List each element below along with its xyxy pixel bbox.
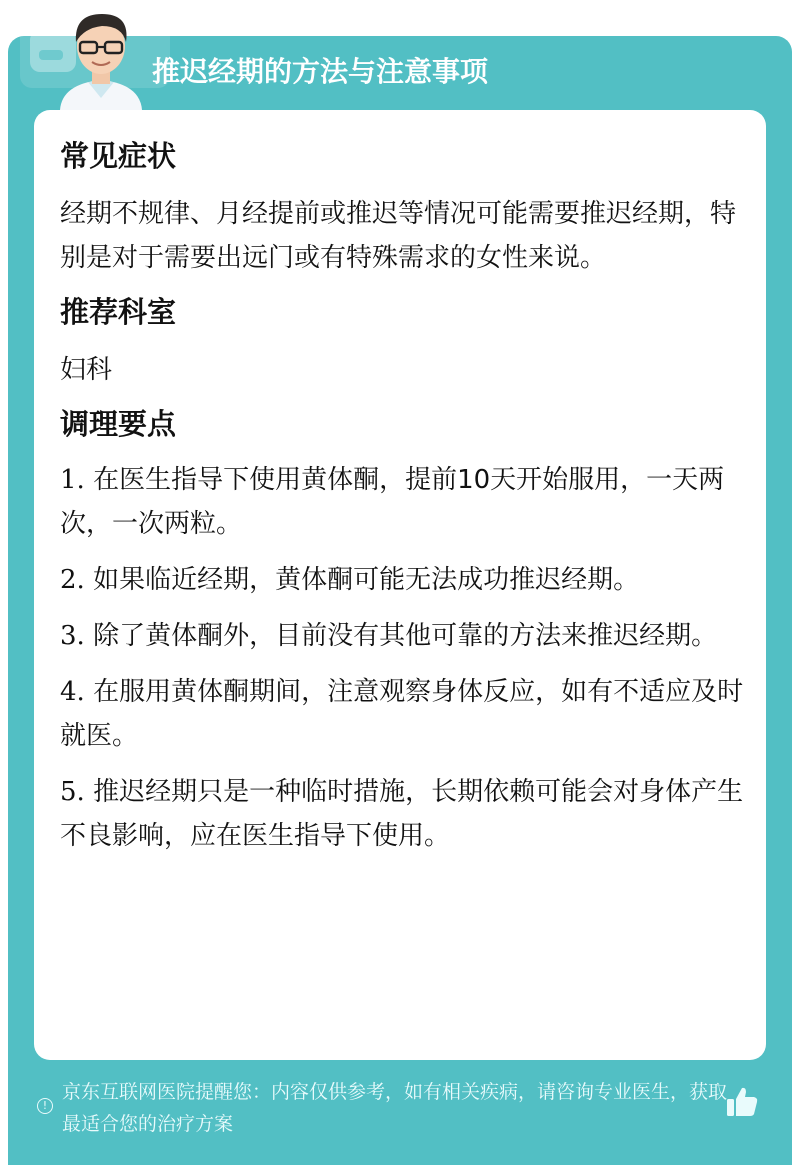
content-card	[34, 110, 766, 1060]
department-text: 妇科	[60, 355, 113, 385]
tip-item	[60, 670, 750, 758]
tip-number: 5.	[60, 777, 85, 807]
symptoms-text: 经期不规律、月经提前或推迟等情况可能需要推迟经期，特别是对于需要出远门或有特殊需求的女性来说。	[60, 199, 737, 273]
doctor-avatar-icon	[46, 6, 156, 110]
tip-item	[60, 558, 750, 602]
tip-number: 2.	[60, 565, 85, 595]
symptoms-heading: 常见症状	[60, 139, 177, 173]
tips-heading: 调理要点	[60, 407, 177, 441]
info-icon: !	[37, 1098, 53, 1114]
thumbs-up-icon[interactable]	[724, 1084, 760, 1120]
tip-item	[60, 458, 750, 546]
tip-number: 4.	[60, 677, 85, 707]
page-title: 推迟经期的方法与注意事项	[152, 55, 489, 88]
tip-number: 1.	[60, 465, 85, 495]
department-heading: 推荐科室	[60, 295, 177, 329]
tip-text: 在服用黄体酮期间，注意观察身体反应，如有不适应及时就医。	[60, 677, 744, 751]
tip-text: 推迟经期只是一种临时措施，长期依赖可能会对身体产生不良影响，应在医生指导下使用。	[60, 777, 744, 851]
tip-text: 如果临近经期，黄体酮可能无法成功推迟经期。	[93, 565, 640, 595]
tip-item	[60, 614, 750, 658]
tip-text: 在医生指导下使用黄体酮，提前10天开始服用，一天两次，一次两粒。	[60, 465, 725, 539]
tip-text: 除了黄体酮外，目前没有其他可靠的方法来推迟经期。	[93, 621, 718, 651]
tip-number: 3.	[60, 621, 85, 651]
article-content	[60, 132, 750, 870]
disclaimer-text: 京东互联网医院提醒您：内容仅供参考，如有相关疾病，请咨询专业医生，获取最适合您的治疗方案	[62, 1081, 728, 1135]
tip-item	[60, 770, 750, 858]
